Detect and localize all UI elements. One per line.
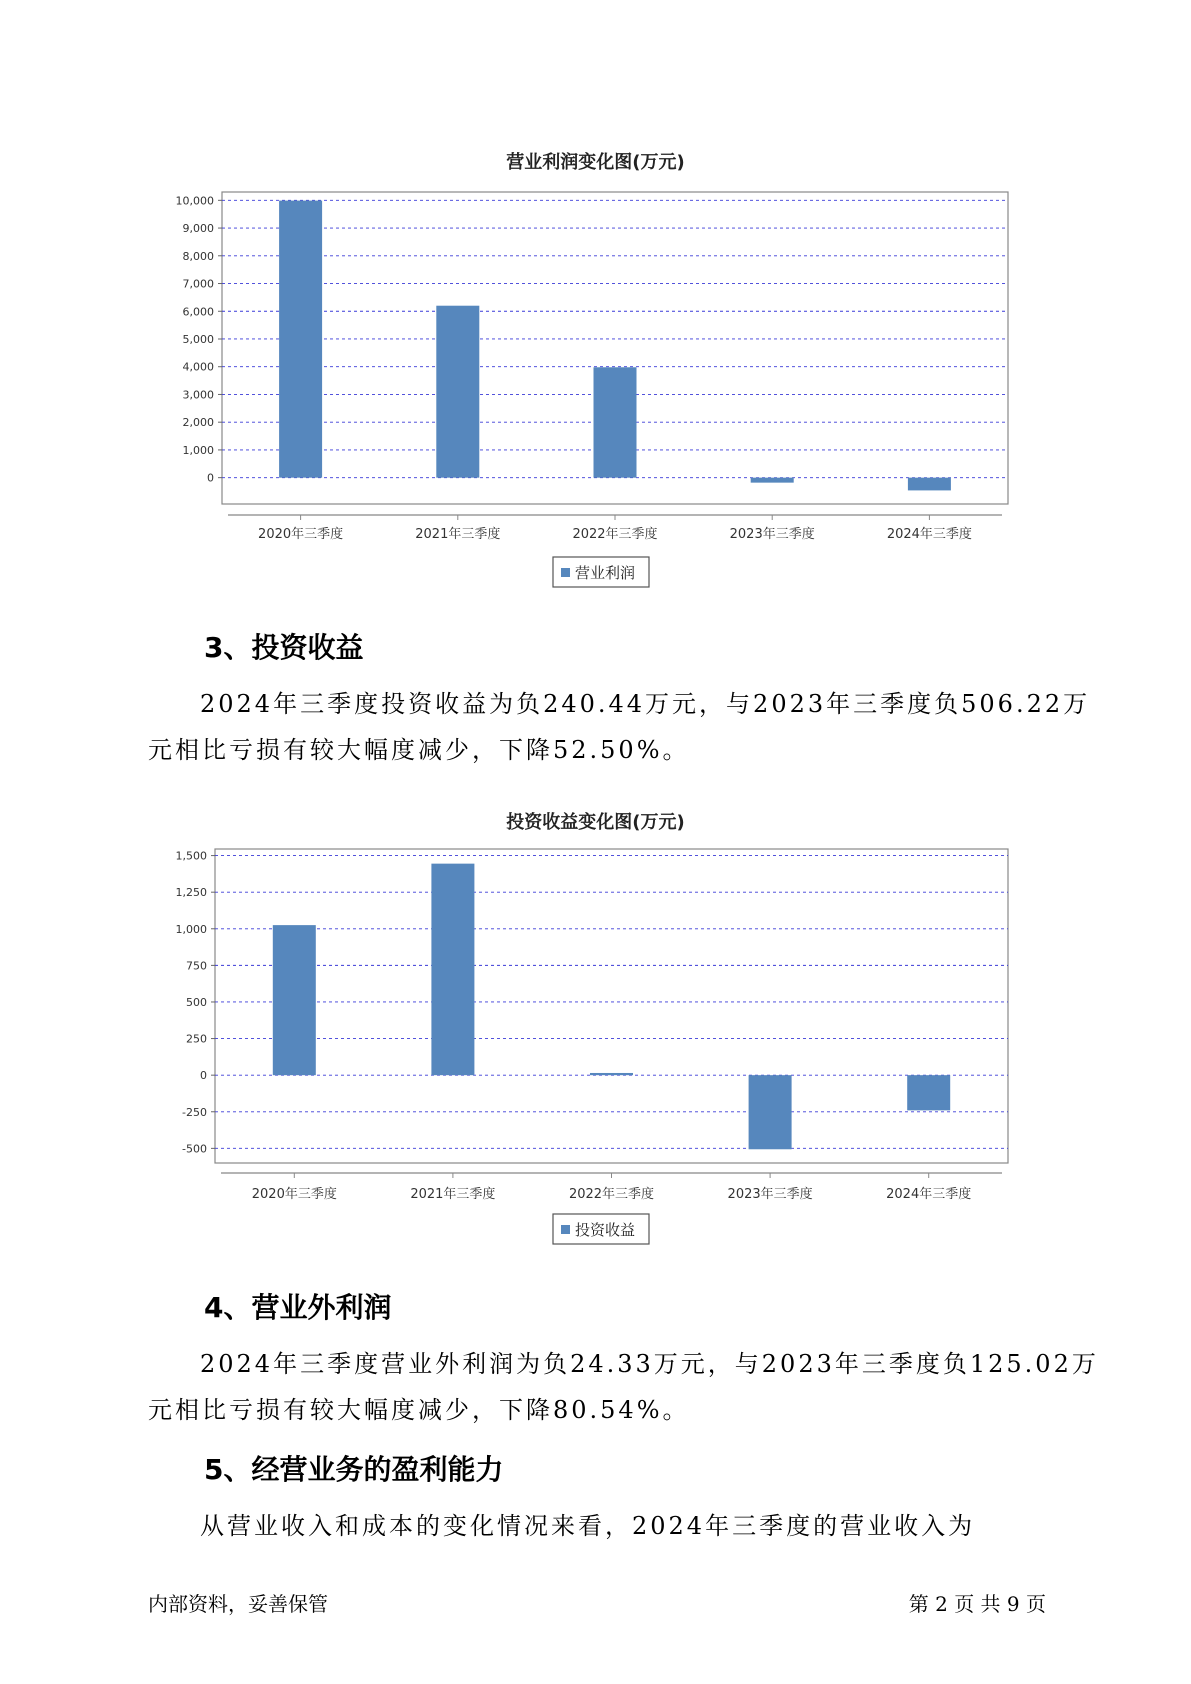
bar-1 (279, 201, 322, 478)
section4-line1: 2024年三季度营业外利润为负24.33万元，与2023年三季度负125.02万 (200, 1350, 1099, 1378)
y-tick-label: 750 (186, 959, 207, 973)
legend-swatch (561, 1225, 570, 1234)
section5-heading: 5、经营业务的盈利能力 (204, 1453, 504, 1486)
bar-4 (751, 478, 794, 483)
y-tick-label: 1,500 (175, 849, 207, 863)
y-tick-label: 3,000 (182, 388, 214, 402)
y-tick-label: -500 (182, 1142, 207, 1156)
section3-line1: 2024年三季度投资收益为负240.44万元，与2023年三季度负506.22万 (200, 690, 1091, 718)
bar-3 (590, 1073, 633, 1075)
section5-line1: 从营业收入和成本的变化情况来看，2024年三季度的营业收入为 (200, 1512, 976, 1540)
y-tick-label: 500 (186, 995, 207, 1009)
y-tick-label: 2,000 (182, 416, 214, 430)
legend (553, 1214, 649, 1244)
bar-1 (273, 925, 316, 1075)
legend-swatch (561, 568, 570, 577)
y-tick-label: 0 (207, 471, 214, 485)
section3-line2: 元相比亏损有较大幅度减少，下降52.50%。 (148, 736, 690, 764)
y-tick-label: 8,000 (182, 249, 214, 263)
investment-income-chart (0, 832, 1191, 1239)
y-tick-label: 6,000 (182, 305, 214, 319)
legend (553, 557, 649, 587)
operating-profit-chart (0, 170, 1191, 582)
footer-page-number: 第 2 页 共 9 页 (908, 1592, 1046, 1616)
x-tick-label: 2021年三季度 (415, 527, 501, 542)
y-tick-label: 1,250 (175, 886, 207, 900)
bar-3 (594, 367, 637, 477)
x-tick-label: 2020年三季度 (251, 1187, 337, 1202)
y-tick-label: 0 (200, 1069, 207, 1083)
bar-5 (908, 478, 951, 491)
y-tick-label: 1,000 (182, 443, 214, 457)
bar-2 (436, 306, 479, 478)
y-tick-label: 7,000 (182, 277, 214, 291)
x-tick-label: 2021年三季度 (410, 1187, 496, 1202)
plot-area (215, 849, 1008, 1163)
y-tick-label: -250 (182, 1105, 207, 1119)
chart1-title: 营业利润变化图(万元) (506, 152, 685, 173)
x-tick-label: 2024年三季度 (886, 1187, 972, 1202)
y-tick-label: 1,000 (175, 922, 207, 936)
x-tick-label: 2022年三季度 (572, 527, 658, 542)
x-tick-label: 2020年三季度 (258, 527, 344, 542)
bar-4 (749, 1075, 792, 1149)
section3-heading: 3、投资收益 (204, 631, 364, 664)
x-tick-label: 2024年三季度 (886, 527, 972, 542)
section4-line2: 元相比亏损有较大幅度减少，下降80.54%。 (148, 1396, 690, 1424)
y-tick-label: 10,000 (175, 194, 214, 208)
section4-heading: 4、营业外利润 (204, 1291, 392, 1324)
legend-label: 投资收益 (575, 1221, 636, 1239)
y-tick-label: 5,000 (182, 332, 214, 346)
y-tick-label: 9,000 (182, 222, 214, 236)
bar-5 (907, 1075, 950, 1110)
chart2-title: 投资收益变化图(万元) (506, 812, 685, 833)
footer-confidential: 内部资料，妥善保管 (148, 1592, 328, 1616)
legend-label: 营业利润 (575, 564, 636, 582)
x-tick-label: 2023年三季度 (727, 1187, 813, 1202)
x-tick-label: 2022年三季度 (568, 1187, 655, 1202)
x-tick-label: 2023年三季度 (729, 527, 815, 542)
bar-2 (431, 864, 474, 1076)
y-tick-label: 4,000 (182, 360, 214, 374)
y-tick-label: 250 (186, 1032, 207, 1046)
